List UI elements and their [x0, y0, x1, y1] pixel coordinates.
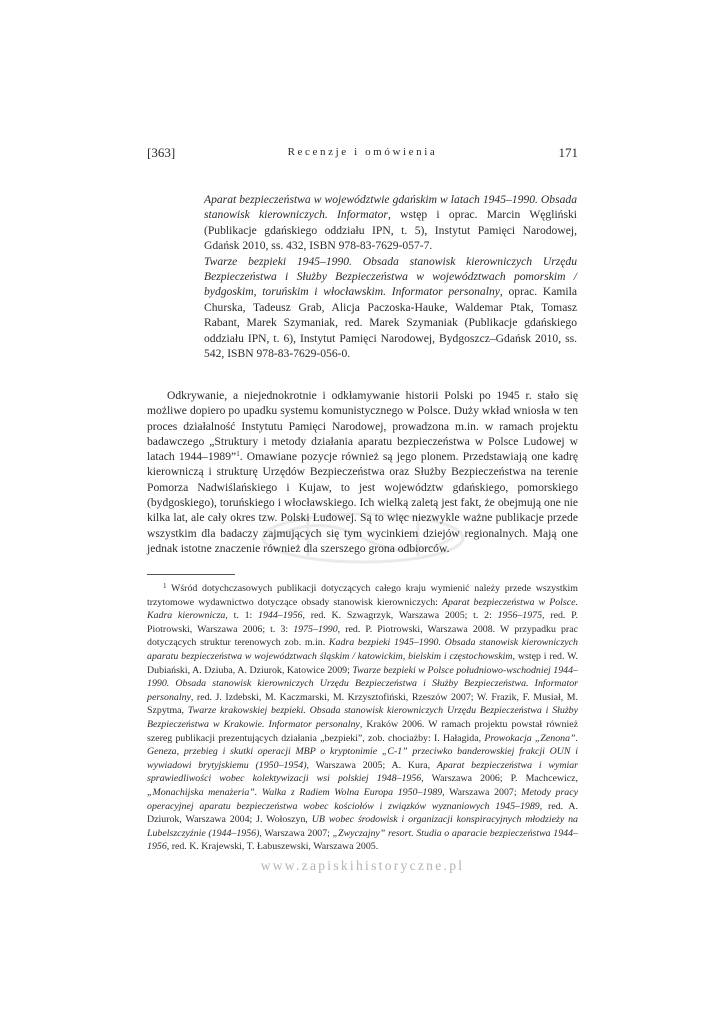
reviewed-publication-1 [204, 192, 577, 254]
footnote-reference[interactable]: 1 [236, 450, 240, 459]
section-title: Recenzje i omówienia [287, 146, 438, 158]
page-number: 171 [558, 145, 578, 160]
footnote [147, 582, 578, 854]
watermark-emblem [248, 508, 478, 568]
journal-website-footer: www.zapiskihistoryczne.pl [260, 858, 465, 873]
reviewed-publication-2 [204, 254, 577, 362]
body-text-part-2: . Omawiane pozycje również są jego plonem. Przedstawiają one kadrę kierowniczą i strukturę Urzędów Bezpieczeństwa oraz Służby Bezpieczeństwa na terenie Pomorza Nadwiślańskiego i Kujaw, to jest województw gdańskiego, pomorskiego (bydgoskiego), toruńskiego i włocławskiego. Ich wielką zaletą jest fakt, że obejmują one nie kilka lat, ale cały okres tzw. Polski Ludowej. Są to więc niezwykle ważne publikacje przede wszystkim dla badaczy zajmujących się tym wycinkiem dziejów regionalnych. Mają one jednak istotne znaczenie również dla szerszego grona odbiorców. [147, 450, 578, 555]
reviewed-publications [204, 192, 577, 361]
footnote-marker: 1 [163, 582, 167, 590]
publication-title: Aparat bezpieczeństwa w województwie gdańskim w latach 1945–1990. Obsada stanowisk kierowniczych. Informator [204, 193, 577, 222]
publication-details: , wstęp i oprac. Marcin Węgliński (Publikacje gdańskiego oddziału IPN, t. 5), Instytut Pamięci Narodowej, Gdańsk 2010, ss. 432, ISBN 978-83-7629-057-7. [204, 208, 577, 253]
issue-page-marker: [363] [147, 145, 176, 160]
footnote-separator [147, 574, 235, 575]
publication-details: , oprac. Kamila Churska, Tadeusz Grab, Alicja Paczoska-Hauke, Waldemar Ptak, Tomasz Rabant, Marek Szymaniak, red. Marek Szymaniak (Publikacje gdańskiego oddziału IPN, t. 6), Instytut Pamięci Narodowej, Bydgoszcz–Gdańsk 2010, ss. 542, ISBN 978-83-7629-056-0. [204, 285, 577, 361]
body-text-part-1: Odkrywanie, a niejednokrotnie i odkłamywanie historii Polski po 1945 r. stało się możliwe dopiero po upadku systemu komunistycznego w Polsce. Duży wkład wniosła w ten proces działalność Instytutu Pamięci Narodowej, prowadzona m.in. w ramach projektu badawczego „Struktury i metody działania aparatu bezpieczeństwa w Polsce Ludowej w latach 1944–1989” [147, 389, 578, 464]
publication-title: Twarze bezpieki 1945–1990. Obsada stanowisk kierowniczych Urzędu Bezpieczeństwa i Służby Bezpieczeństwa w województwach pomorskim / bydgoskim, toruńskim i włocławskim. Informator personalny [204, 254, 577, 299]
footnote-text: $^1$ Wśród dotychczasowych publikacji dotyczących całego kraju wymienić należy przede wszystkim trzytomowe wydawnictwo dotyczące obsady stanowisk kierowniczych: Aparat bezpieczeństwa w Polsce. Kadra kierownicza, t. 1: 1944–1956, red. K. Szwagrzyk, Warszawa 2005; t. 2: 1956–1975, red. P. Piotrowski, Warszawa 2006; t. 3: 1975–1990, red. P. Piotrowski, Warszawa 2008. W przypadku prac dotyczących struktur terenowych zob. m.in. Kadra bezpieki 1945–1990. Obsada stanowisk kierowniczych aparatu bezpieczeństwa w województwach śląskim / katowickim, bielskim i częstochowskim, wstęp i red. W. Dubiański, A. Dziuba, A. Dziurok, Katowice 2009; Twarze bezpieki w Polsce południowo-wschodniej 1944–1990. Obsada stanowisk kierowniczych Urzędu Bezpieczeństwa i Służby Bezpieczeństwa. Informator personalny, red. J. Izdebski, M. Kaczmarski, M. Krzysztofiński, Rzeszów 2007; W. Frazik, F. Musiał, M. Szpytma, Twarze krakowskiej bezpieki. Obsada stanowisk kierowniczych Urzędu Bezpieczeństwa i Służby Bezpieczeństwa w Krakowie. Informator personalny, Kraków 2006. W ramach projektu powstał również szereg publikacji prezentujących działania „bezpieki”, zob. chociażby: I. Hałagida, Prowokacja „Zenona”. Geneza, przebieg i skutki operacji MBP o kryptonimie „C-1” przeciwko banderowskiej frakcji OUN i wywiadowi brytyjskiemu (1950–1954), Warszawa 2005; A. Kura, Aparat bezpieczeństwa i wymiar sprawiedliwości wobec kolektywizacji wsi polskiej 1948–1956, Warszawa 2006; P. Machcewicz, „Monachijska menażeria”. Walka z Radiem Wolna Europa 1950–1989, Warszawa 2007; Metody pracy operacyjnej aparatu bezpieczeństwa wobec kościołów i związków wyznaniowych 1945–1989, red. A. Dziurok, Warszawa 2004; J. Wołoszyn, UB wobec środowisk i organizacji konspiracyjnych młodzieży na Lubelszczyźnie (1944–1956), Warszawa 2007; „Zwyczajny” resort. Studia o aparacie bezpieczeństwa 1944–1956, red. K. Krajewski, T. Łabuszewski, Warszawa 2005. [147, 582, 579, 853]
running-head [147, 145, 578, 163]
